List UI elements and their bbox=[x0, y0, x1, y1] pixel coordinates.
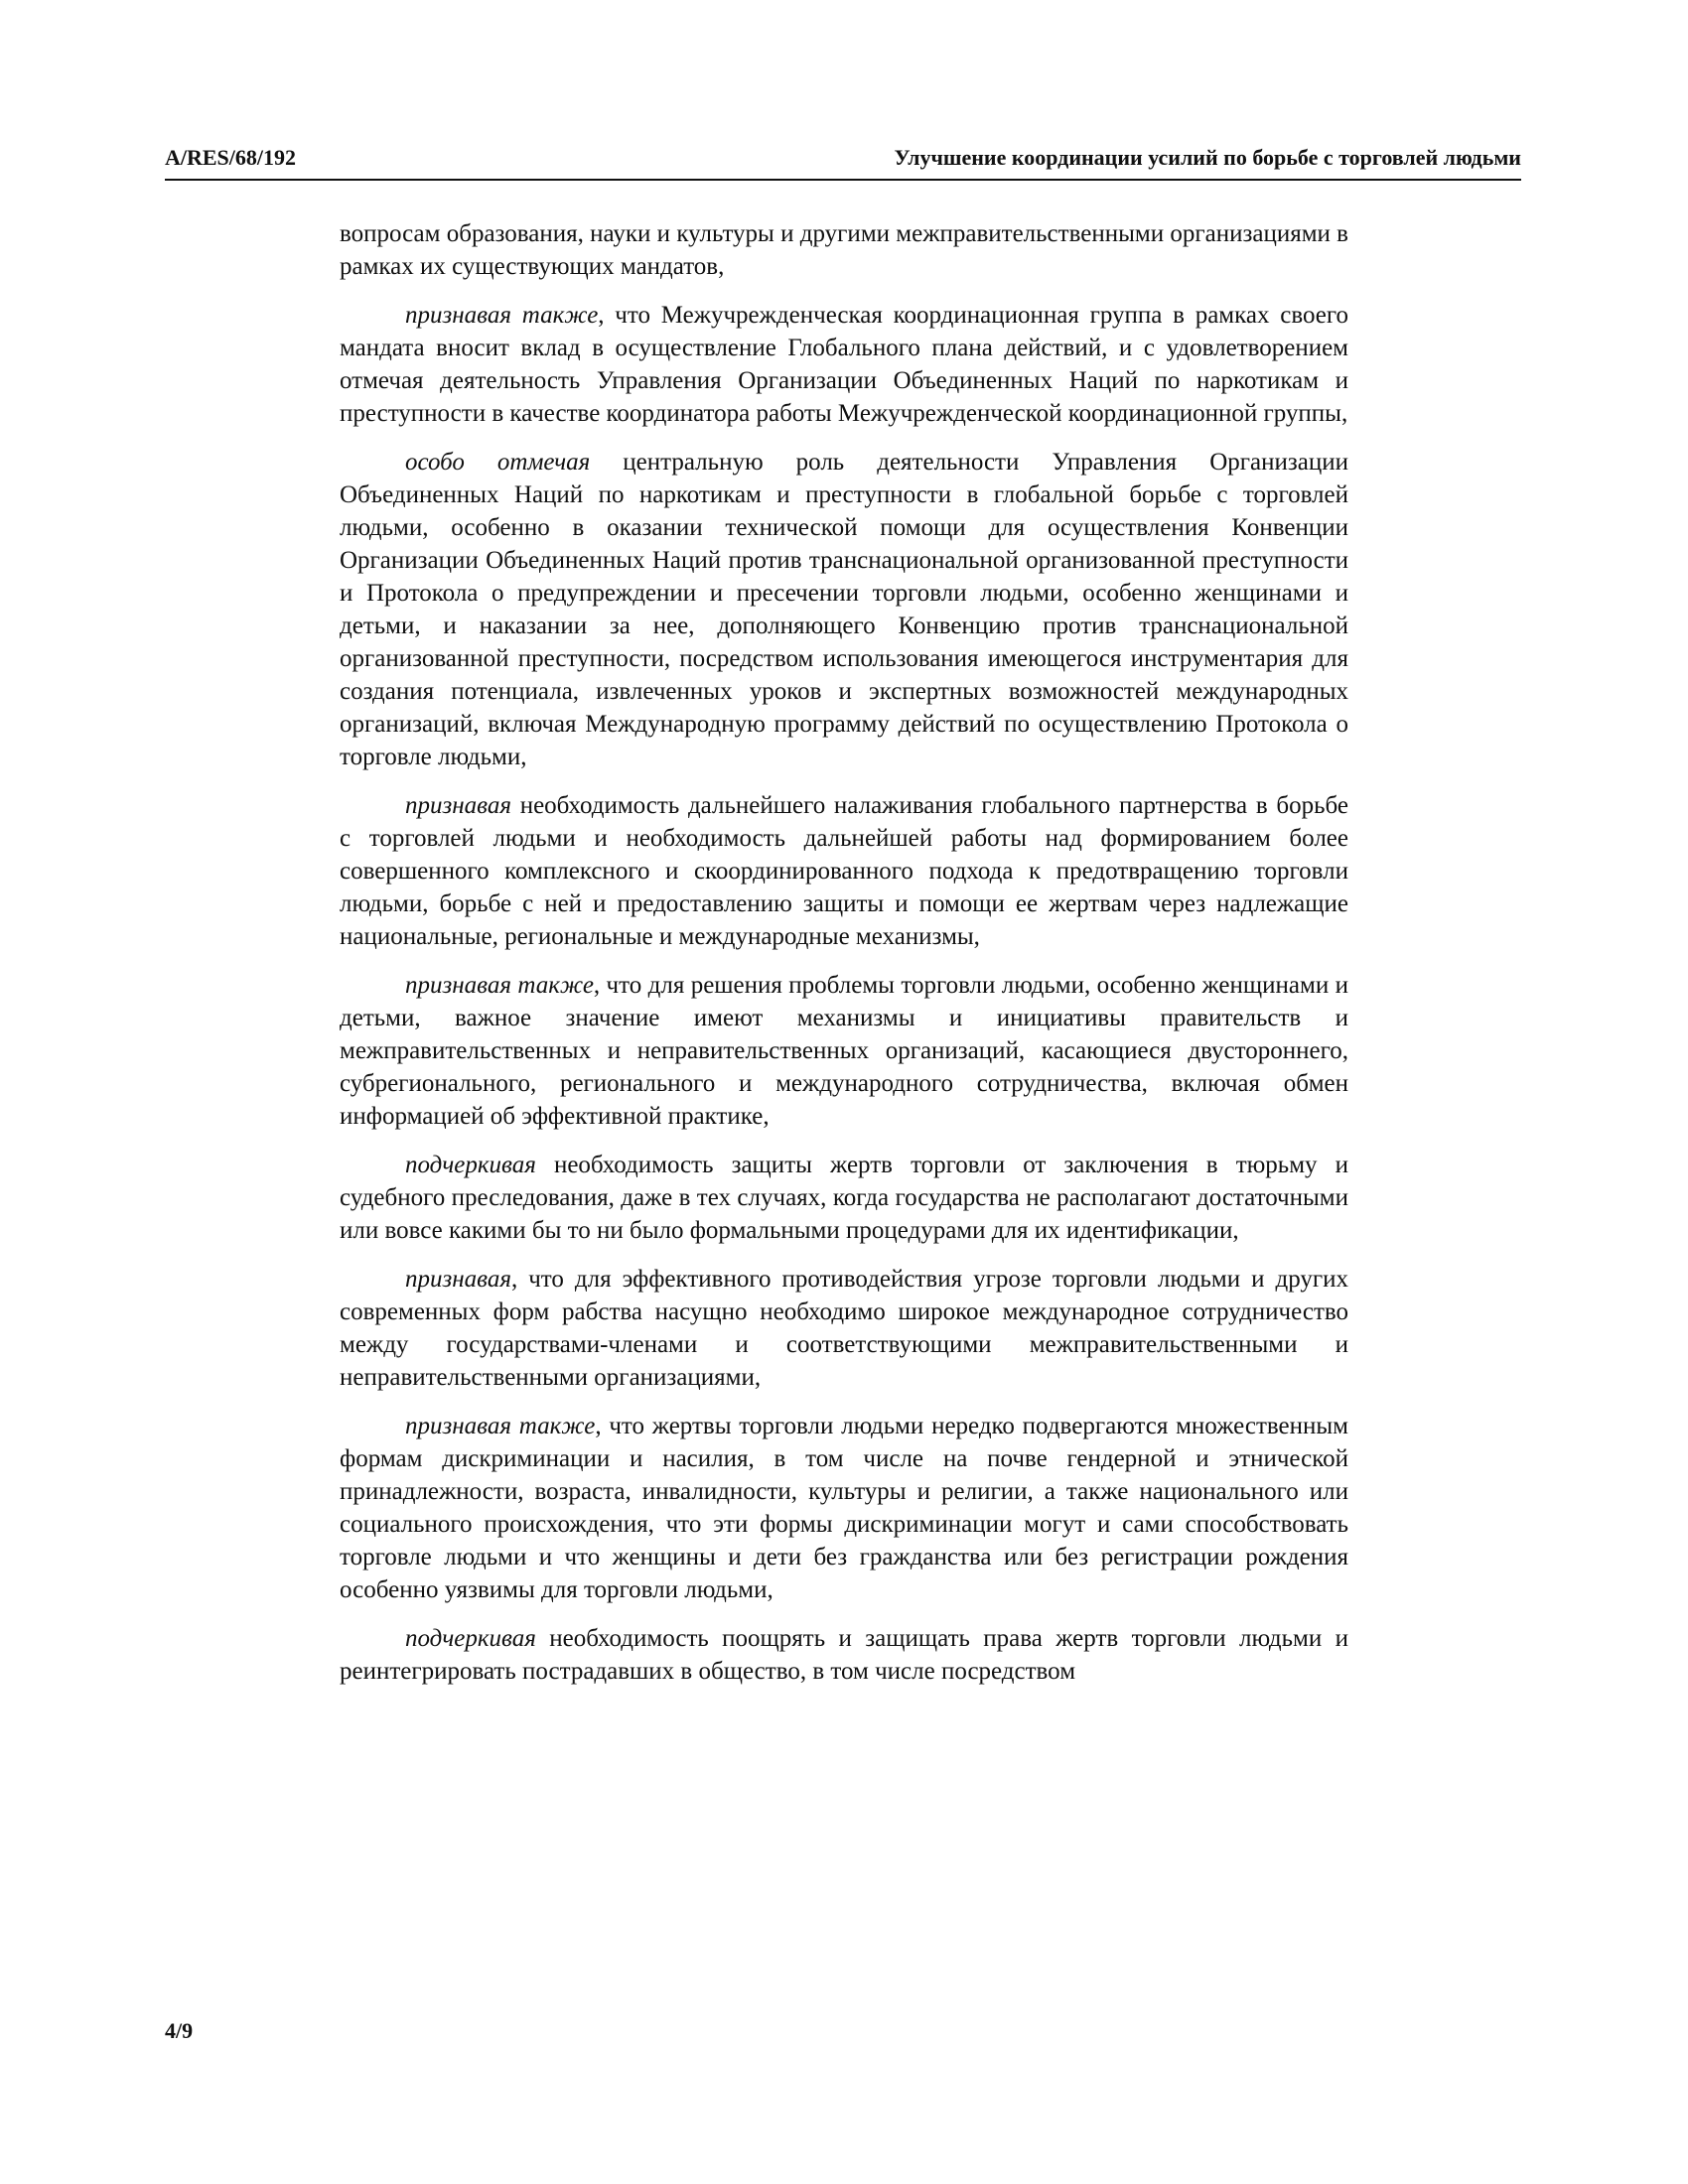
page-number: 4/9 bbox=[165, 2018, 194, 2043]
paragraph-lead: признавая bbox=[405, 1266, 511, 1293]
paragraph-lead: признавая также bbox=[405, 1413, 596, 1439]
paragraph bbox=[340, 1149, 1348, 1247]
paragraph: вопросам образования, науки и культуры и другими межправительственными организациями в рамках их существующих мандатов, bbox=[340, 220, 1348, 280]
paragraph bbox=[340, 1622, 1348, 1688]
paragraph bbox=[340, 969, 1348, 1133]
paragraph-text: необходимость защиты жертв торговли от заключения в тюрьму и судебного преследования, даже в тех случаях, когда государства не располагают достаточными или вовсе какими бы то ни было формальными процедурами для их идентификации, bbox=[340, 1152, 1348, 1244]
paragraph-text: необходимость дальнейшего налаживания глобального партнерства в борьбе с торговлей людьми и необходимость дальнейшей работы над формированием более совершенного комплексного и скоординированного подхода к предотвращению торговли людьми, борьбе с ней и предоставлению защиты и помощи ее жертвам через надлежащие национальные, региональные и международные механизмы, bbox=[340, 792, 1348, 950]
paragraph bbox=[340, 299, 1348, 430]
document-body bbox=[340, 217, 1348, 1704]
paragraph-text: центральную роль деятельности Управления Организации Объединенных Наций по наркотикам и преступности в глобальной борьбе с торговлей людьми, особенно в оказании технической помощи для осуществления Конвенции Организации Объединенных Наций против транснациональной организованной преступности и Протокола о предупреждении и пресечении торговли людьми, особенно женщинами и детьми, и наказании за нее, дополняющего Конвенцию против транснациональной организованной преступности, посредством использования имеющегося инструментария для создания потенциала, извлеченных уроков и экспертных возможностей международных организаций, включая Международную программу действий по осуществлению Протокола о торговле людьми, bbox=[340, 449, 1348, 770]
paragraph-text: , что для эффективного противодействия угрозе торговли людьми и других современных форм рабства насущно необходимо широкое международное сотрудничество между государствами-членами и соответствующими межправительственными и неправительственными организациями, bbox=[340, 1266, 1348, 1391]
paragraph-text: , что для решения проблемы торговли людьми, особенно женщинами и детьми, важное значение имеют механизмы и инициативы правительств и межправительственных и неправительственных организаций, касающиеся двустороннего, субрегионального, регионального и международного сотрудничества, включая обмен информацией об эффективной практике, bbox=[340, 972, 1348, 1130]
paragraph bbox=[340, 1263, 1348, 1394]
paragraph-lead: особо отмечая bbox=[405, 449, 591, 476]
document-title: Улучшение координации усилий по борьбе с торговлей людьми bbox=[894, 145, 1521, 170]
paragraph-text: , что Межучрежденческая координационная группа в рамках своего мандата вносит вклад в осуществление Глобального плана действий, и с удовлетворением отмечая деятельность Управления Организации Объединенных Наций по наркотикам и преступности в качестве координатора работы Межучрежденческой координационной группы, bbox=[340, 302, 1348, 427]
paragraph-lead: признавая также bbox=[405, 302, 599, 329]
paragraph bbox=[340, 446, 1348, 773]
paragraph bbox=[340, 1410, 1348, 1606]
paragraph bbox=[340, 789, 1348, 953]
paragraph-lead: признавая также bbox=[405, 972, 594, 999]
paragraph-text: необходимость поощрять и защищать права жертв торговли людьми и реинтегрировать пострадавших в общество, в том числе посредством bbox=[340, 1625, 1348, 1685]
paragraph-lead: подчеркивая bbox=[405, 1152, 536, 1178]
page-header bbox=[165, 145, 1521, 181]
paragraph-lead: подчеркивая bbox=[405, 1625, 536, 1652]
document-symbol: A/RES/68/192 bbox=[165, 145, 297, 170]
paragraph-text: , что жертвы торговли людьми нередко подвергаются множественным формам дискриминации и насилия, в том числе на почве гендерной и этнической принадлежности, возраста, инвалидности, культуры и религии, а также национального или социального происхождения, что эти формы дискриминации могут и сами способствовать торговле людьми и что женщины и дети без гражданства или без регистрации рождения особенно уязвимы для торговли людьми, bbox=[340, 1413, 1348, 1603]
paragraph-lead: признавая bbox=[405, 792, 511, 819]
